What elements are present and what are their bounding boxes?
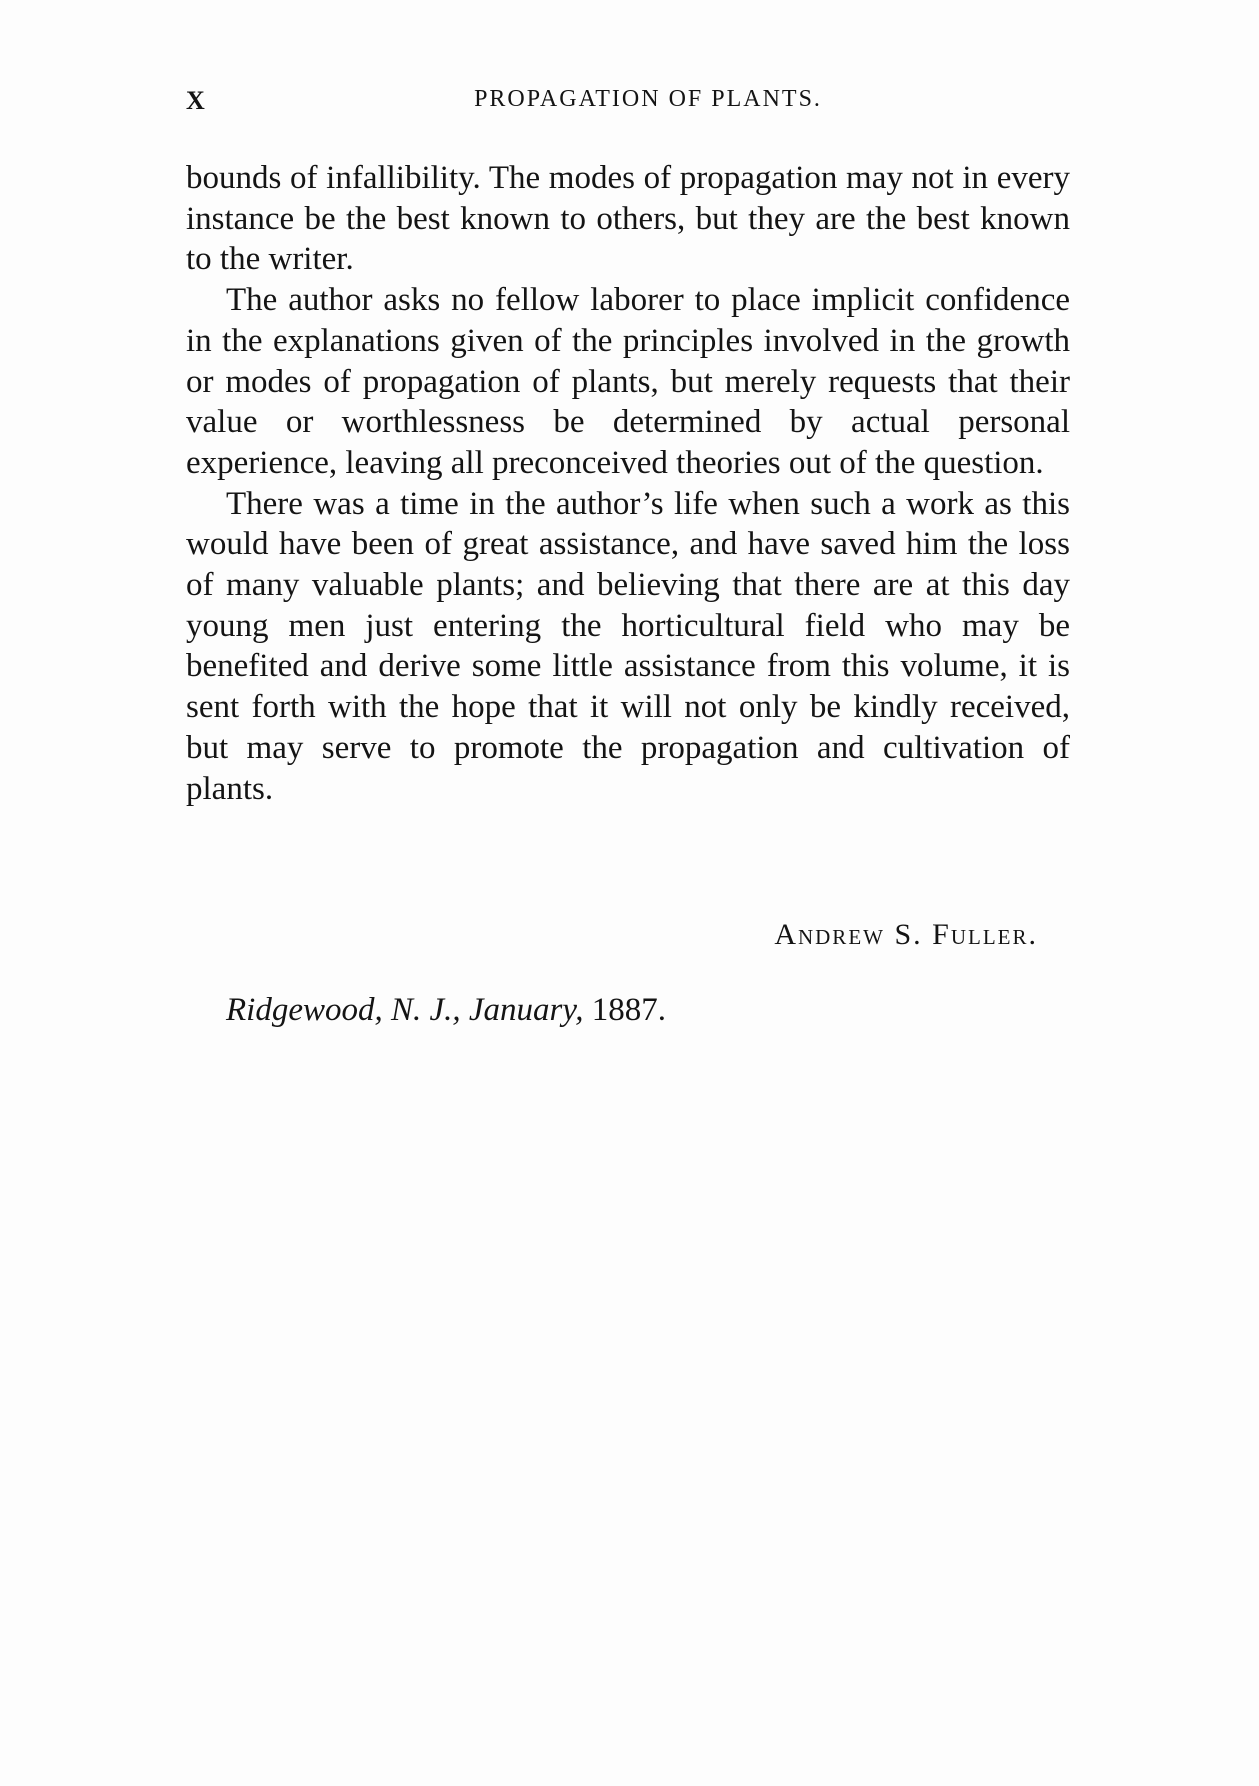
dateline-year: 1887. [583, 992, 666, 1028]
running-title: PROPAGATION OF PLANTS. [474, 86, 822, 112]
paragraph-continuation: bounds of infallibility. The modes of propagation may not in every instance be the best known to others, but they are the best known to the writer. [186, 160, 1070, 278]
dateline-place: Ridgewood, N. J., January, [226, 992, 584, 1028]
dateline [226, 992, 666, 1029]
body-text [186, 158, 1070, 809]
paragraph-author-request: The author asks no fellow laborer to place implicit confidence in the explanations given of the principles involved in the growth or modes of propagation of plants, but merely requests that their value or worthlessness be determined by actual personal experience, leaving all preconceived theories out of the question. [186, 282, 1070, 481]
page-number: X [186, 86, 207, 115]
running-head [186, 86, 1070, 126]
author-signature: Andrew S. Fuller. [774, 918, 1038, 951]
paragraph-purpose: There was a time in the author’s life when such a work as this would have been of great assistance, and have saved him the loss of many valuable plants; and believing that there are at this day young men just entering the horticultural field who may be benefited and derive some little assistance from this volume, it is sent forth with the hope that it will not only be kindly received, but may serve to promote the propagation and cultivation of plants. [186, 485, 1070, 807]
